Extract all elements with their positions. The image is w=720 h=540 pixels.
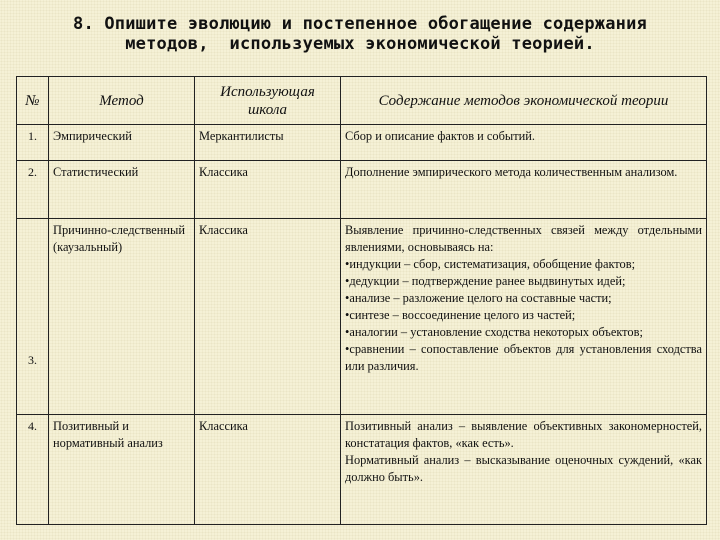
content-line: •аналогии – установление сходства некоторых объектов; <box>345 325 643 339</box>
title-line-2: методов, используемых экономической теорией. <box>125 34 595 54</box>
row-number: 4. <box>17 415 49 525</box>
row-school: Классика <box>195 161 341 219</box>
header-school: Использующая школа <box>195 77 341 125</box>
content-line: •синтезе – воссоединение целого из частей; <box>345 308 576 322</box>
table-row <box>17 125 707 161</box>
content-line: Сбор и описание фактов и событий. <box>345 129 536 143</box>
row-number: 1. <box>17 125 49 161</box>
content-line: •дедукции – подтверждение ранее выдвинутых идей; <box>345 274 626 288</box>
row-content <box>341 161 707 219</box>
content-line: Нормативный анализ – высказывание оценочных суждений, «как должно быть». <box>345 453 702 484</box>
title-line-1: 8. Опишите эволюцию и постепенное обогащение содержания <box>73 14 647 34</box>
row-method: Статистический <box>49 161 195 219</box>
row-school: Классика <box>195 219 341 415</box>
row-content <box>341 125 707 161</box>
header-content: Содержание методов экономической теории <box>341 77 707 125</box>
header-number: № <box>17 77 49 125</box>
row-method: Эмпирический <box>49 125 195 161</box>
table-row <box>17 219 707 415</box>
methods-table <box>16 76 707 525</box>
row-content <box>341 219 707 415</box>
slide-title <box>0 14 720 54</box>
content-line: •анализе – разложение целого на составные части; <box>345 291 612 305</box>
content-line: •индукции – сбор, систематизация, обобщение фактов; <box>345 257 636 271</box>
row-number: 2. <box>17 161 49 219</box>
row-school: Классика <box>195 415 341 525</box>
content-line: •сравнении – сопоставление объектов для установления сходства или различия. <box>345 342 702 373</box>
table-row <box>17 415 707 525</box>
content-line: Позитивный анализ – выявление объективных закономерностей, констатация фактов, «как есть». <box>345 419 702 450</box>
row-school: Меркантилисты <box>195 125 341 161</box>
header-method: Метод <box>49 77 195 125</box>
row-method: Причинно-следственный (каузальный) <box>49 219 195 415</box>
row-content <box>341 415 707 525</box>
table-header-row <box>17 77 707 125</box>
row-method: Позитивный и нормативный анализ <box>49 415 195 525</box>
row-number: 3. <box>17 219 49 415</box>
content-line: Дополнение эмпирического метода количественным анализом. <box>345 165 678 179</box>
content-line: Выявление причинно-следственных связей между отдельными явлениями, основываясь на: <box>345 223 702 254</box>
table-row <box>17 161 707 219</box>
